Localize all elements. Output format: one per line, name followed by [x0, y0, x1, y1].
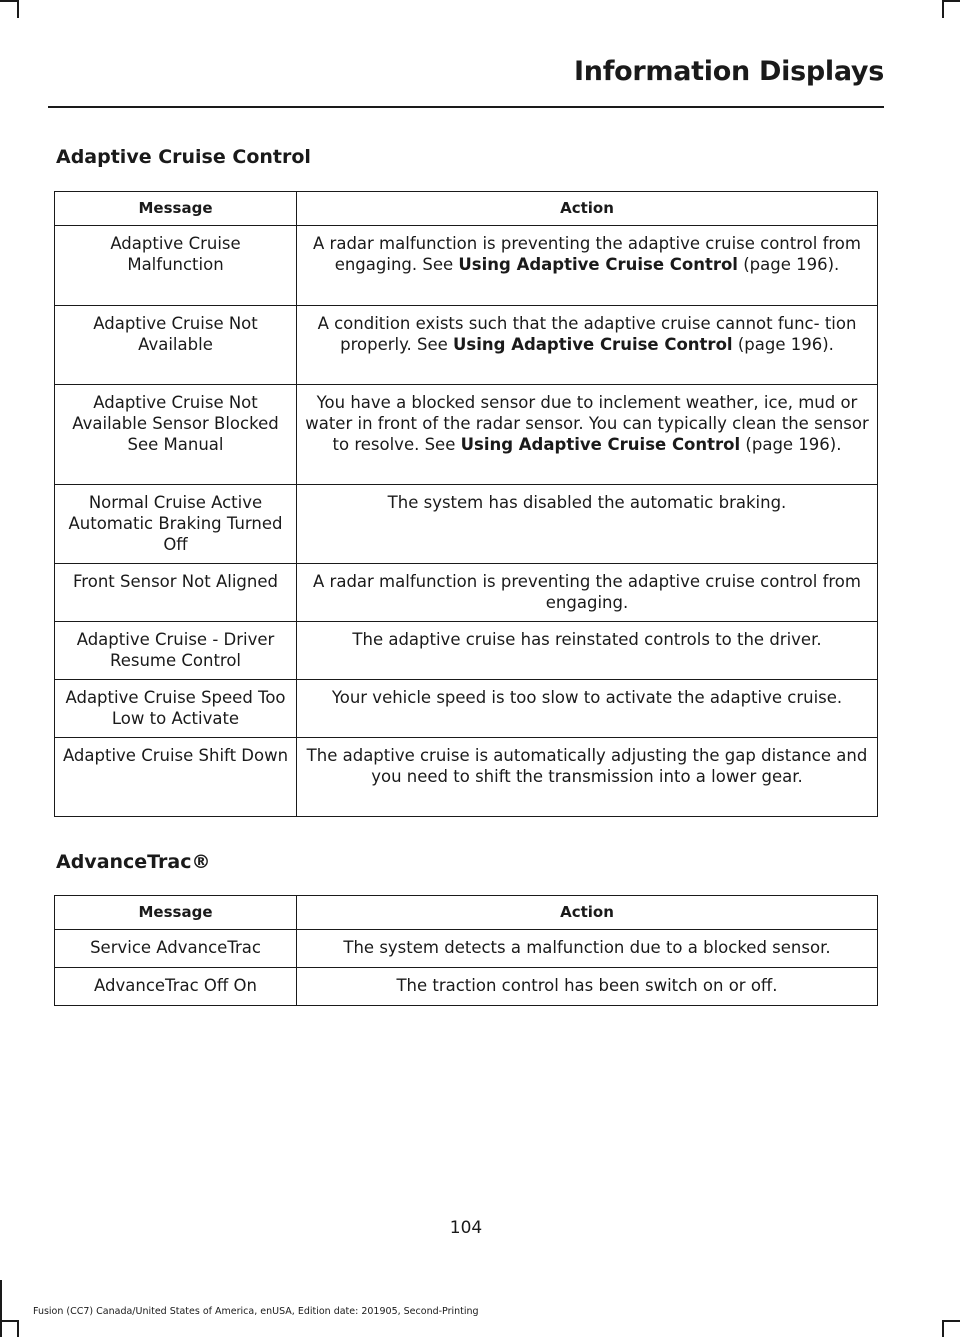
message-cell: Front Sensor Not Aligned: [55, 564, 297, 622]
message-cell: Normal Cruise Active Automatic Braking Turned Off: [55, 485, 297, 564]
action-cell: [297, 385, 878, 485]
action-text: A radar malfunction is preventing the adaptive cruise control from engaging. See: [313, 234, 861, 274]
table-row: [55, 930, 878, 968]
crop-mark: [942, 1320, 944, 1337]
crop-mark: [942, 1320, 960, 1322]
table-row: [55, 485, 878, 564]
page-number: 104: [449, 1218, 483, 1238]
crop-mark: [942, 0, 960, 2]
section-title-adaptive-cruise: Adaptive Cruise Control: [56, 146, 311, 168]
message-cell: AdvanceTrac Off On: [55, 968, 297, 1006]
table-row: [55, 680, 878, 738]
table-row: [55, 622, 878, 680]
message-cell: Adaptive Cruise Not Available: [55, 306, 297, 385]
column-header-action: Action: [297, 192, 878, 226]
action-cell: [297, 306, 878, 385]
action-cell: [297, 226, 878, 306]
cross-reference-link[interactable]: Using Adaptive Cruise Control: [460, 435, 741, 454]
action-cell: The traction control has been switch on or off.: [297, 968, 878, 1006]
crop-mark: [17, 1320, 19, 1337]
action-cell: Your vehicle speed is too slow to activate the adaptive cruise.: [297, 680, 878, 738]
crop-mark: [0, 1320, 18, 1322]
message-cell: Adaptive Cruise Malfunction: [55, 226, 297, 306]
column-header-message: Message: [55, 192, 297, 226]
cross-reference-link[interactable]: Using Adaptive Cruise Control: [458, 255, 738, 274]
column-header-message: Message: [55, 896, 297, 930]
action-cell: The adaptive cruise is automatically adjusting the gap distance and you need to shift the transmission into a lower gear.: [297, 738, 878, 817]
crop-mark: [942, 0, 944, 18]
action-text: You have a blocked sensor due to inclement weather, ice, mud or water in front of the radar sensor. You can typically clean the sensor to resolve. See: [305, 393, 869, 454]
adaptive-cruise-table: [54, 191, 878, 817]
crop-mark: [0, 0, 18, 2]
header-divider: [48, 106, 884, 108]
message-cell: Adaptive Cruise - Driver Resume Control: [55, 622, 297, 680]
action-cell: The adaptive cruise has reinstated controls to the driver.: [297, 622, 878, 680]
advancetrac-table: [54, 895, 878, 1006]
action-cell: A radar malfunction is preventing the adaptive cruise control from engaging.: [297, 564, 878, 622]
table-row: [55, 306, 878, 385]
page-title: Information Displays: [574, 56, 884, 87]
crop-mark: [0, 1280, 2, 1337]
table-row: [55, 226, 878, 306]
message-cell: Adaptive Cruise Speed Too Low to Activate: [55, 680, 297, 738]
message-cell: Adaptive Cruise Shift Down: [55, 738, 297, 817]
cross-reference-link[interactable]: Using Adaptive Cruise Control: [453, 335, 733, 354]
page-reference: (page 196).: [732, 335, 834, 354]
action-cell: The system has disabled the automatic braking.: [297, 485, 878, 564]
section-title-advancetrac: AdvanceTrac®: [56, 851, 211, 873]
table-row: [55, 738, 878, 817]
action-cell: The system detects a malfunction due to a blocked sensor.: [297, 930, 878, 968]
column-header-action: Action: [297, 896, 878, 930]
crop-mark: [17, 0, 19, 18]
table-row: [55, 968, 878, 1006]
message-cell: Service AdvanceTrac: [55, 930, 297, 968]
page-reference: (page 196).: [740, 435, 842, 454]
message-cell: Adaptive Cruise Not Available Sensor Blocked See Manual: [55, 385, 297, 485]
table-row: [55, 564, 878, 622]
page-reference: (page 196).: [737, 255, 840, 274]
action-text: A condition exists such that the adaptive cruise cannot func- tion properly. See: [317, 314, 857, 354]
edition-footer: Fusion (CC7) Canada/United States of America, enUSA, Edition date: 201905, Second-Printing: [33, 1306, 479, 1317]
table-row: [55, 385, 878, 485]
